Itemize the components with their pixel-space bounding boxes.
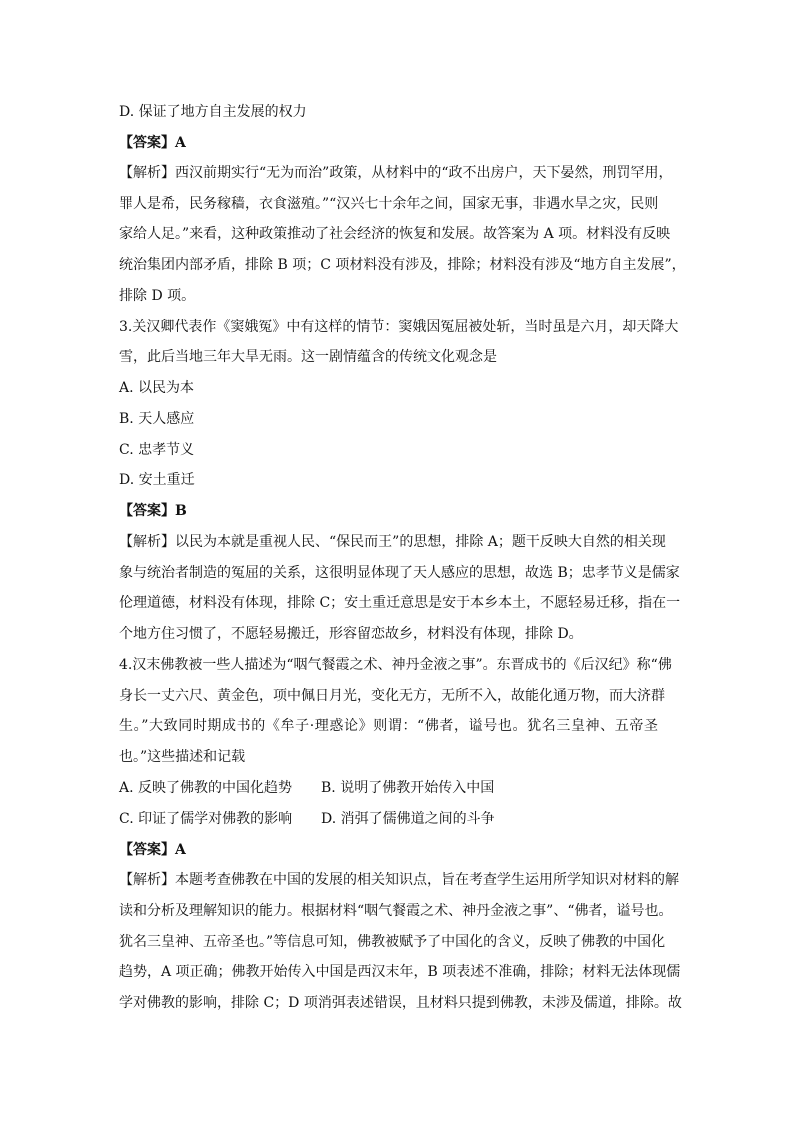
option-d-q3: D. 安土重迁 (119, 472, 195, 488)
analysis-line: 趋势，A 项正确；佛教开始传入中国是西汉末年，B 项表述不准确，排除；材料无法体现儒 (119, 964, 681, 980)
option-d-q4: D. 消弭了儒佛道之间的斗争 (321, 811, 495, 827)
analysis-line: 象与统治者制造的冤屈的关系，这很明显体现了天人感应的思想，故选 B；忠孝节义是儒家 (119, 565, 680, 581)
question-3-line: 雪，此后当地三年大旱无雨。这一剧情蕴含的传统文化观念是 (119, 349, 497, 365)
analysis-line: 家给人足。”来看，这种政策推动了社会经济的恢复和发展。故答案为 A 项。材料没有反映 (119, 226, 671, 242)
analysis-line: 学对佛教的影响，排除 C；D 项消弭表述错误，且材料只提到佛教，未涉及儒道，排除。故 (119, 995, 682, 1011)
option-b-q4: B. 说明了佛教开始传入中国 (321, 780, 495, 796)
analysis-line: 【解析】西汉前期实行“无为而治”政策，从材料中的“政不出房户，天下晏然，刑罚罕用， (119, 165, 673, 181)
option-a-q4: A. 反映了佛教的中国化趋势 (119, 780, 293, 796)
option-b-q3: B. 天人感应 (119, 411, 195, 427)
option-c-q4: C. 印证了儒学对佛教的影响 (119, 811, 293, 827)
question-3-line: 3.关汉卿代表作《窦娥冤》中有这样的情节：窦娥因冤屈被处斩，当时虽是六月，却天降大 (119, 319, 679, 335)
analysis-line: 个地方住习惯了，不愿轻易搬迁，形容留恋故乡，材料没有体现，排除 D。 (119, 626, 583, 642)
answer-label-q3: 【答案】B (119, 503, 187, 519)
analysis-line: 读和分析及理解知识的能力。根据材料“咽气餐霞之术、神丹金液之事”、“佛者，谥号也。 (119, 903, 673, 919)
analysis-line: 【解析】本题考查佛教在中国的发展的相关知识点，旨在考查学生运用所学知识对材料的解 (119, 872, 679, 888)
question-4-line: 也。”这些描述和记载 (119, 749, 246, 765)
analysis-line: 伦理道德，材料没有体现，排除 C；安土重迁意思是安于本乡本土，不愿轻易迁移，指在一 (119, 595, 681, 611)
answer-label-q4: 【答案】A (119, 842, 186, 858)
analysis-line: 罪人是希，民务稼穑，衣食滋殖。”“汉兴七十余年之间，国家无事，非遇水旱之灾，民则 (119, 196, 659, 212)
analysis-line: 统治集团内部矛盾，排除 B 项；C 项材料没有涉及，排除；材料没有涉及“地方自主发展”， (119, 257, 686, 273)
option-c-q3: C. 忠孝节义 (119, 442, 195, 458)
question-4-line: 4.汉末佛教被一些人描述为“咽气餐霞之术、神丹金液之事”。东晋成书的《后汉纪》称“佛 (119, 657, 672, 673)
analysis-line: 【解析】以民为本就是重视人民、“保民而王”的思想，排除 A；题干反映大自然的相关现 (119, 534, 666, 550)
question-4-line: 生。”大致同时期成书的《牟子·理惑论》则谓：“佛者，谥号也。犹名三皇神、五帝圣 (119, 718, 658, 734)
answer-label-q2: 【答案】A (119, 135, 186, 151)
question-4-line: 身长一丈六尺、黄金色，项中佩日月光，变化无方，无所不入，故能化通万物，而大济群 (119, 688, 665, 704)
option-a-q3: A. 以民为本 (119, 380, 195, 396)
option-d-q2: D. 保证了地方自主发展的权力 (119, 104, 307, 120)
analysis-line: 犹名三皇神、五帝圣也。”等信息可知，佛教被赋予了中国化的含义，反映了佛教的中国化 (119, 934, 666, 950)
analysis-line: 排除 D 项。 (119, 288, 196, 304)
